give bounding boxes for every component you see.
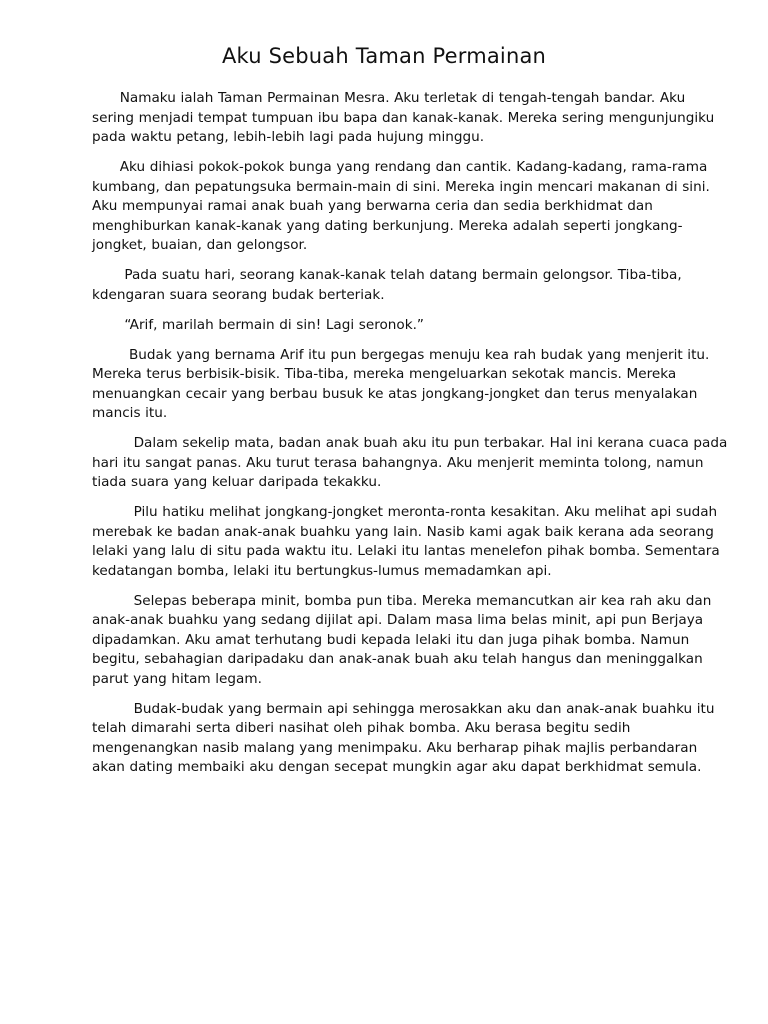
paragraph-line bbox=[92, 217, 686, 237]
paragraph bbox=[92, 700, 715, 778]
paragraph-line bbox=[92, 197, 686, 217]
paragraph-text: Namaku ialah Taman Permainan Mesra. Aku terletak di tengah-tengah bandar. Aku bbox=[119, 90, 686, 106]
paragraph-indent bbox=[92, 90, 120, 106]
paragraph-text: lelaki yang lalu di situ pada waktu itu. Lelaki itu lantas menelefon pihak bomba. Sementara bbox=[92, 543, 720, 559]
paragraph-line bbox=[92, 562, 686, 582]
paragraph-text: menghiburkan kanak-kanak yang dating berkunjung. Mereka adalah seperti jongkang- bbox=[92, 217, 683, 234]
paragraph-text: akan dating membaiki aku dengan secepat mungkin agar aku dapat berkhidmat semula. bbox=[92, 759, 702, 775]
paragraph-line bbox=[92, 434, 728, 454]
paragraph bbox=[92, 158, 710, 256]
paragraph-line bbox=[92, 631, 690, 651]
paragraph-indent bbox=[92, 267, 124, 283]
paragraph-text: dipadamkan. Aku amat terhutang budi kepada lelaki itu dan juga pihak bomba. Namun bbox=[92, 631, 690, 648]
paragraph-text: menuangkan cecair yang berbau busuk ke atas jongkang-jongket dan terus menyalakan bbox=[92, 385, 698, 402]
paragraph-text: Pilu hatiku melihat jongkang-jongket meronta-ronta kesakitan. Aku melihat api sudah bbox=[133, 504, 718, 520]
paragraph-line bbox=[92, 316, 686, 336]
paragraph-line bbox=[92, 700, 715, 720]
paragraph-indent bbox=[92, 317, 124, 333]
paragraph-line bbox=[92, 503, 718, 523]
paragraph-line bbox=[92, 236, 686, 256]
paragraph-text: Budak yang bernama Arif itu pun bergegas menuju kea rah budak yang menjerit itu. bbox=[128, 346, 710, 363]
paragraph-text: mancis itu. bbox=[92, 405, 168, 421]
paragraph-line bbox=[92, 650, 703, 670]
paragraph bbox=[92, 266, 686, 305]
paragraph-text: Mereka terus berbisik-bisik. Tiba-tiba, mereka mengeluarkan sekotak mancis. Mereka bbox=[92, 366, 677, 382]
paragraph-text: Aku mempunyai ramai anak buah yang berwarna ceria dan sedia berkhidmat dan bbox=[92, 198, 653, 214]
paragraph-line bbox=[92, 611, 704, 631]
paragraph-text: sering menjadi tempat tumpuan ibu bapa dan kanak-kanak. Mereka sering mengunjungiku bbox=[92, 109, 715, 126]
paragraph-line bbox=[92, 670, 686, 690]
paragraph bbox=[92, 89, 715, 148]
paragraph-indent bbox=[92, 435, 134, 451]
paragraph bbox=[92, 316, 686, 336]
paragraph bbox=[92, 346, 710, 424]
paragraph-indent bbox=[92, 347, 129, 363]
paragraph-text: Selepas beberapa minit, bomba pun tiba. Mereka memancutkan air kea rah aku dan bbox=[133, 592, 712, 609]
paragraph-text: kedatangan bomba, lelaki itu bertungkus-lumus memadamkan api. bbox=[92, 562, 552, 579]
paragraph-text: pada waktu petang, lebih-lebih lagi pada hujung minggu. bbox=[92, 129, 485, 145]
paragraph-line bbox=[92, 158, 708, 178]
paragraph-text: hari itu sangat panas. Aku turut terasa bahangnya. Aku menjerit meminta tolong, namun bbox=[92, 454, 704, 471]
paragraph-line bbox=[92, 178, 710, 198]
paragraph-line bbox=[92, 473, 686, 493]
document-body bbox=[92, 89, 728, 788]
paragraph-line bbox=[92, 266, 686, 286]
paragraph-text: merebak ke badan anak-anak buahku yang lain. Nasib kami agak baik kerana ada seorang bbox=[92, 523, 714, 540]
paragraph-indent bbox=[92, 159, 120, 175]
paragraph-line bbox=[92, 719, 686, 739]
paragraph-text: telah dimarahi serta diberi nasihat oleh pihak bomba. Aku berasa begitu sedih bbox=[92, 720, 631, 736]
paragraph-indent bbox=[92, 593, 134, 609]
paragraph-line bbox=[92, 758, 702, 778]
paragraph-text: “Arif, marilah bermain di sin! Lagi seronok.” bbox=[124, 316, 424, 333]
paragraph bbox=[92, 503, 720, 581]
paragraph-indent bbox=[92, 504, 134, 520]
paragraph-line bbox=[92, 454, 704, 474]
paragraph-indent bbox=[92, 701, 134, 717]
paragraph-line bbox=[92, 523, 714, 543]
paragraph bbox=[92, 592, 712, 690]
paragraph-text: kumbang, dan pepatungsuka bermain-main di sini. Mereka ingin mencari makanan di sini. bbox=[92, 178, 710, 195]
paragraph-line bbox=[92, 592, 712, 612]
paragraph-line bbox=[92, 542, 720, 562]
paragraph-text: anak-anak buahku yang sedang dijilat api. Dalam masa lima belas minit, api pun Berjaya bbox=[92, 612, 704, 628]
paragraph-text: parut yang hitam legam. bbox=[92, 670, 262, 687]
paragraph bbox=[92, 434, 728, 493]
paragraph-text: jongket, buaian, dan gelongsor. bbox=[92, 237, 308, 253]
paragraph-line bbox=[92, 109, 715, 129]
paragraph-line bbox=[92, 346, 710, 366]
document-title: Aku Sebuah Taman Permainan bbox=[221, 44, 547, 68]
paragraph-line bbox=[92, 89, 686, 109]
paragraph-line bbox=[92, 365, 686, 385]
paragraph-line bbox=[92, 128, 686, 148]
paragraph-text: mengenangkan nasib malang yang menimpaku. Aku berharap pihak majlis perbandaran bbox=[92, 739, 698, 756]
paragraph-text: tiada suara yang keluar daripada tekakku. bbox=[92, 474, 382, 490]
paragraph-text: Dalam sekelip mata, badan anak buah aku itu pun terbakar. Hal ini kerana cuaca pada bbox=[133, 435, 728, 451]
paragraph-line bbox=[92, 385, 698, 405]
paragraph-line bbox=[92, 286, 686, 306]
paragraph-text: Pada suatu hari, seorang kanak-kanak telah datang bermain gelongsor. Tiba-tiba, bbox=[124, 267, 682, 283]
paragraph-text: begitu, sebahagian daripadaku dan anak-anak buah aku telah hangus dan meninggalkan bbox=[92, 651, 703, 667]
paragraph-text: Aku dihiasi pokok-pokok bunga yang rendang dan cantik. Kadang-kadang, rama-rama bbox=[119, 159, 708, 175]
paragraph-text: kdengaran suara seorang budak berteriak. bbox=[92, 286, 385, 303]
paragraph-text: Budak-budak yang bermain api sehingga merosakkan aku dan anak-anak buahku itu bbox=[133, 700, 715, 717]
paragraph-line bbox=[92, 739, 698, 759]
paragraph-line bbox=[92, 404, 686, 424]
